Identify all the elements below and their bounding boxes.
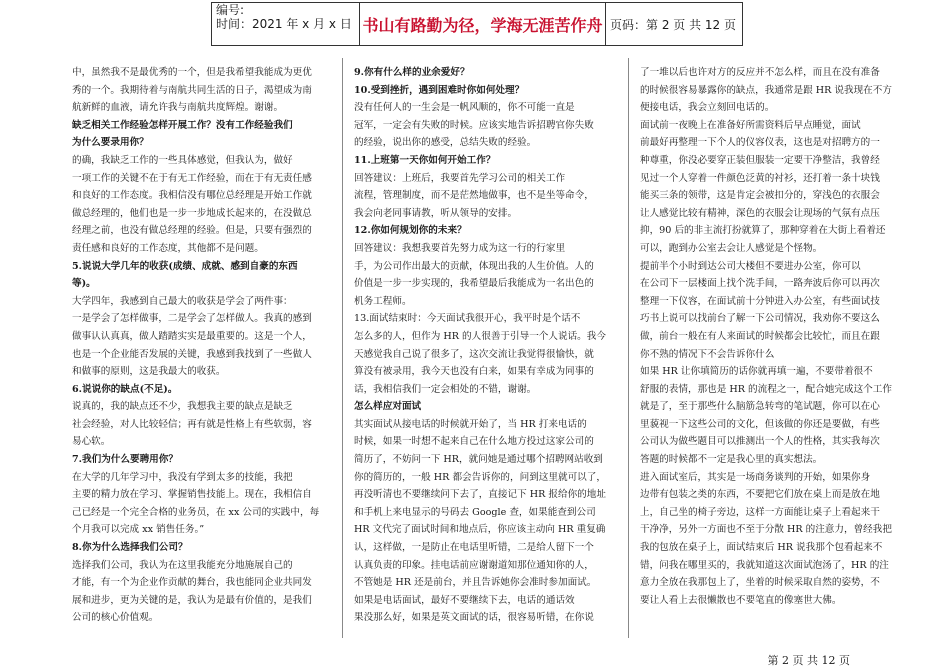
section-heading: 12.你如何规划你的未来？ bbox=[354, 225, 467, 237]
header-page-number: 页码：第 2 页 共 12 页 bbox=[610, 17, 736, 32]
text-line: 天感觉我自己说了很多了，这次交流让我觉得很愉快，就 bbox=[354, 348, 594, 360]
text-line: 个月我可以完成 xx 销售任务。” bbox=[72, 524, 205, 536]
section-heading: 7.我们为什么要聘用你？ bbox=[72, 454, 178, 466]
section-heading: 9.你有什么样的业余爱好？ bbox=[354, 67, 470, 78]
text-line: 舒服的表情，那也是 HR 的流程之一，配合她完成这个工作 bbox=[640, 383, 892, 395]
text-line: 里藐视一下这些公司的文化，但该做的你还是要做，有些 bbox=[640, 418, 880, 430]
text-line: 我会向老同事请教，听从领导的安排。 bbox=[354, 207, 518, 219]
text-line: 能买三条的领带，这是肯定会被扣分的，穿浅色的衣服会 bbox=[640, 190, 880, 202]
text-line: 公司的核心价值观。 bbox=[72, 612, 159, 624]
text-line: 的确，我缺乏工作的一些具体感觉，但我认为，做好 bbox=[72, 154, 293, 166]
text-line: 秀的一个。我期待着与南航共同生活的日子，渴望成为南 bbox=[72, 84, 312, 96]
text-line: 公司认为做些题目可以推测出一个人的性格，其实我每次 bbox=[640, 436, 880, 448]
text-line: 进入面试室后，其实是一场商务谈判的开始，如果你身 bbox=[640, 471, 871, 483]
text-line: 就是了，至于那些什么脑筋急转弯的笔试题，你可以在心 bbox=[640, 401, 880, 413]
text-line: 一项工作的关键不在于有无工作经验，而在于有无责任感 bbox=[72, 172, 312, 184]
text-line: 便接电话，我会立刻回电话的。 bbox=[640, 102, 775, 114]
text-line: 种尊重，你没必要穿正装但服装一定要干净整洁，我曾经 bbox=[640, 154, 880, 166]
text-line: 我的包放在桌子上，面试结束后 HR 说我那个包看起来不 bbox=[640, 542, 883, 554]
section-heading: 10.受到挫折，遇到困难时你如何处理？ bbox=[354, 84, 525, 96]
text-line: 做事认认真真，做人踏踏实实是最重要的。这是一个人， bbox=[72, 330, 312, 342]
text-line: 前最好再整理一下个人的仪容仪表，这也是对招聘方的一 bbox=[640, 137, 880, 149]
section-heading: 为什么要录用你？ bbox=[72, 137, 149, 149]
text-line: 回答建议：上班后，我要首先学习公司的相关工作 bbox=[354, 172, 566, 184]
text-line: 再没听清也不要继续问下去了，直接记下 HR 报给你的地址 bbox=[354, 489, 606, 501]
text-line: 意力全放在我那包上了，坐着的时候采取自然的姿势，不 bbox=[640, 577, 880, 589]
text-line: 简历了，不妨问一下 HR，就问她是通过哪个招聘网站收到 bbox=[354, 454, 603, 466]
section-heading: 怎么样应对面试 bbox=[354, 401, 422, 413]
text-line: 答题的时候都不一定是我心里的真实想法。 bbox=[640, 454, 823, 466]
text-line: 展和进步，更为关键的是，我认为是最有价值的，是我们 bbox=[72, 594, 312, 606]
text-line: 抑，90 后的非主流打扮就算了，那种穿着在大街上看着还 bbox=[640, 225, 886, 237]
text-line: 经理之前，也没有做总经理的经验。但是，只要有强烈的 bbox=[72, 225, 312, 237]
text-line: 易心软。 bbox=[72, 436, 111, 448]
text-line: HR 文代完了面试时间和地点后，你应该主动向 HR 重复确 bbox=[354, 524, 606, 536]
text-line: 做总经理的，他们也是一步一步地成长起来的，在没做总 bbox=[72, 207, 312, 219]
text-line: 提前半个小时到达公司大楼但不要进办公室，你可以 bbox=[640, 260, 861, 272]
text-line: 没有任何人的一生会是一帆风顺的，你不可能一直是 bbox=[354, 102, 575, 114]
text-line: 巧书上说可以找前台了解一下公司情况，我劝你不要这么 bbox=[640, 313, 880, 325]
text-line: 边带有包装之类的东西，不要把它们放在桌上而是放在地 bbox=[640, 489, 880, 501]
text-line: 上，自己坐的椅子旁边，这样一方面能让桌子上看起来干 bbox=[640, 506, 880, 518]
header-info bbox=[212, 3, 360, 45]
section-heading: 5.说说大学几年的收获(成绩、成就、感到自豪的东西 bbox=[72, 260, 298, 272]
text-line: 你的简历的，一般 HR 都会告诉你的，问到这里就可以了， bbox=[354, 471, 606, 483]
text-line: 的经验，说出你的感受，总结失败的经验。 bbox=[354, 137, 537, 149]
section-heading: 6.说说你的缺点(不足)。 bbox=[72, 383, 178, 395]
text-line: 价值是一步一步实现的，我希望最后我能成为一名出色的 bbox=[354, 278, 594, 290]
text-line: 干净净，另外一方面也不至于分散 HR 的注意力，曾经我把 bbox=[640, 524, 892, 536]
text-line: 才能，有一个为企业作贡献的舞台，我也能同企业共同发 bbox=[72, 577, 312, 589]
text-line: 手，为公司作出最大的贡献，体现出我的人生价值。人的 bbox=[354, 260, 594, 272]
text-line: 冠军，一定会有失败的时候。应该实地告诉招聘官你失败 bbox=[354, 119, 594, 131]
column-divider bbox=[628, 58, 629, 638]
column-divider bbox=[342, 58, 343, 638]
text-line: 整理一下仪容，在面试前十分钟进入办公室，有些面试技 bbox=[640, 295, 880, 307]
text-line: 也是一个企业能否发展的关键，我感到我找到了一些做人 bbox=[72, 348, 312, 360]
text-line: 中，虽然我不是最优秀的一个，但是我希望我能成为更优 bbox=[72, 67, 312, 78]
text-line: 大学四年，我感到自己最大的收获是学会了两件事： bbox=[72, 295, 293, 307]
section-heading: 缺乏相关工作经验怎样开展工作？没有工作经验我们 bbox=[72, 119, 293, 131]
section-heading: 等)。 bbox=[72, 278, 96, 290]
header-number-label: 编号: bbox=[216, 3, 245, 17]
page-header bbox=[211, 2, 743, 46]
text-line: 算没有被录用，我今天也没有白来，如果有幸成为同事的 bbox=[354, 366, 594, 378]
text-line: 和做事的原则，这是我最大的收获。 bbox=[72, 366, 226, 378]
text-line: 话，我相信我们一定会相处的不错，谢谢。 bbox=[354, 383, 537, 395]
text-line: 其实面试从接电话的时候就开始了，当 HR 打来电话的 bbox=[354, 418, 587, 430]
text-line: 在公司下一层楼面上找个洗手间，一路奔波后你可以再次 bbox=[640, 278, 880, 290]
text-line: 怎么多的人，但作为 HR 的人很善于引导一个人说话。我今 bbox=[354, 330, 606, 342]
text-line: 面试前一夜晚上在准备好所需资料后早点睡觉，面试 bbox=[640, 119, 861, 131]
text-line: 社会经验，对人比较轻信；再有就是性格上有些软弱，容 bbox=[72, 418, 312, 430]
text-line: 流程，管理制度，而不是茫然地做事，也不是坐等命令， bbox=[354, 190, 594, 202]
text-line: 选择我们公司，我认为在这里我能充分地施展自己的 bbox=[72, 559, 293, 571]
text-line: 回答建议：我想我要首先努力成为这一行的行家里 bbox=[354, 242, 566, 254]
text-line: 时候，如果一时想不起来自己在什么地方投过这家公司的 bbox=[354, 436, 594, 448]
text-column-2 bbox=[354, 64, 616, 627]
text-line: 航新鲜的血液，请允许我与南航共度辉煌。谢谢。 bbox=[72, 102, 284, 114]
section-heading: 11.上班第一天你如何开始工作？ bbox=[354, 154, 496, 166]
section-heading: 8.你为什么选择我们公司？ bbox=[72, 542, 188, 554]
text-line: 错，问我在哪里买的，我就知道这次面试泡汤了，HR 的注 bbox=[640, 559, 889, 571]
text-line: 你不熟的情况下不会告诉你什么 bbox=[640, 348, 775, 360]
text-line: 不管她是 HR 还是前台，并且告诉她你会准时参加面试。 bbox=[354, 577, 597, 589]
text-line: 主要的精力放在学习、掌握销售技能上。现在，我相信自 bbox=[72, 489, 312, 501]
text-line: 机务工程师。 bbox=[354, 295, 412, 307]
text-line: 责任感和良好的工作态度，其他都不是问题。 bbox=[72, 242, 264, 254]
text-line: 认，这样做，一是防止在电话里听错，二是给人留下一个 bbox=[354, 542, 594, 554]
text-line: 如果 HR 让你填简历的话你就再填一遍，不要带着很不 bbox=[640, 366, 873, 378]
text-line: 如果是电话面试，最好不要继续下去，电话的通话效 bbox=[354, 594, 575, 606]
header-motto: 书山有路勤为径，学海无涯苦作舟 bbox=[360, 3, 606, 45]
text-line: 在大学的几年学习中，我没有学到太多的技能，我把 bbox=[72, 471, 293, 483]
text-line: 要让人看上去很懒散也不要笔直的像塞世大佛。 bbox=[640, 594, 842, 606]
text-line: 让人感觉比较有精神，深色的衣服会让现场的气氛有点压 bbox=[640, 207, 880, 219]
page-footer: 第 2 页 共 12 页 bbox=[767, 654, 850, 667]
text-line: 13.面试结束时：今天面试我很开心，我平时是个话不 bbox=[354, 313, 581, 325]
text-line: 见过一个人穿着一件颜色泛黄的衬衫，还打着一条十块钱 bbox=[640, 172, 880, 184]
text-line: 一是学会了怎样做事，二是学会了怎样做人。我真的感到 bbox=[72, 313, 312, 325]
text-line: 可以，跑到办公室去会让人感觉是个怪物。 bbox=[640, 242, 823, 254]
text-line: 和良好的工作态度。我相信没有哪位总经理是开始工作就 bbox=[72, 190, 312, 202]
text-line: 己已经是一个完全合格的业务员，在 xx 公司的实践中，每 bbox=[72, 506, 320, 518]
text-line: 认真负责的印象。挂电话前应谢谢道知那位通知你的人， bbox=[354, 559, 594, 571]
text-line: 和手机上来电显示的号码去 Google 查，如果能查到公司 bbox=[354, 506, 596, 518]
text-column-3 bbox=[640, 64, 910, 609]
text-line: 果没那么好，如果是英文面试的话，很容易听错，在你说 bbox=[354, 612, 594, 624]
text-line: 的时候很容易暴露你的缺点，我通常是跟 HR 说我现在不方 bbox=[640, 84, 892, 96]
text-line: 了一堆以后也许对方的反应并不怎么样，而且在没有准备 bbox=[640, 67, 880, 78]
header-date: 时间：2021 年 x 月 x 日 bbox=[216, 17, 352, 31]
text-column-1 bbox=[72, 64, 334, 627]
text-line: 做，前台一般在有人来面试的时候都会比较忙，而且在跟 bbox=[640, 330, 880, 342]
text-line: 说真的，我的缺点还不少，我想我主要的缺点是缺乏 bbox=[72, 401, 293, 413]
